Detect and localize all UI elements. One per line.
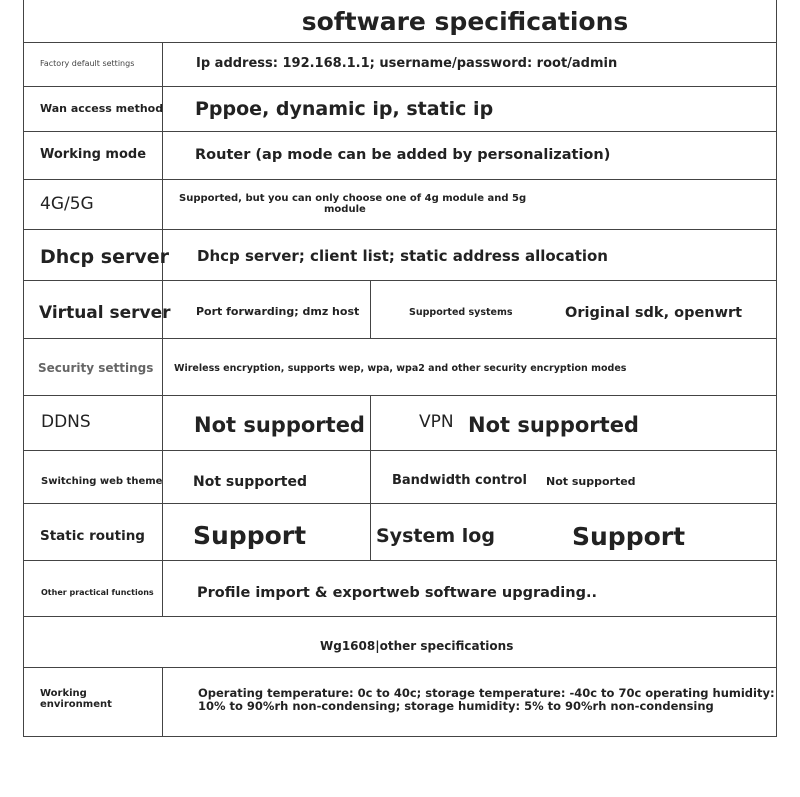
factory-label: Factory default settings	[40, 59, 135, 68]
ddns-value: Not supported	[194, 413, 365, 437]
virtual-label: Virtual server	[39, 303, 171, 323]
row-divider	[23, 280, 777, 281]
column-divider	[370, 395, 371, 560]
systems-label: Supported systems	[409, 307, 513, 318]
systems-value: Original sdk, openwrt	[565, 305, 743, 321]
row-divider	[23, 395, 777, 396]
wan-label: Wan access method	[40, 102, 164, 115]
other-value: Profile import & exportweb software upgrading..	[197, 585, 597, 601]
bandwidth-label: Bandwidth control	[392, 473, 527, 488]
dhcp-label: Dhcp server	[40, 246, 169, 268]
table-border-left	[23, 0, 24, 737]
g45-value-line2: module	[324, 204, 366, 215]
env-label-line2: environment	[40, 699, 112, 710]
g45-label: 4G/5G	[40, 194, 94, 214]
page-title: software specifications	[301, 7, 629, 36]
column-divider	[370, 280, 371, 338]
column-divider	[162, 667, 163, 737]
theme-label: Switching web theme	[41, 476, 163, 487]
routing-label: Static routing	[40, 528, 145, 544]
syslog-label: System log	[376, 525, 495, 547]
theme-value: Not supported	[193, 474, 307, 490]
row-divider	[23, 42, 777, 43]
other-label: Other practical functions	[41, 588, 154, 597]
row-divider	[23, 450, 777, 451]
row-divider	[23, 229, 777, 230]
syslog-value: Support	[572, 522, 686, 551]
table-border-right	[776, 0, 777, 737]
wan-value: Pppoe, dynamic ip, static ip	[195, 98, 494, 120]
virtual-value: Port forwarding; dmz host	[196, 305, 360, 318]
vpn-label: VPN	[419, 412, 454, 432]
row-divider	[23, 736, 777, 737]
row-divider	[23, 179, 777, 180]
row-divider	[23, 86, 777, 87]
row-divider	[23, 503, 777, 504]
dhcp-value: Dhcp server; client list; static address allocation	[197, 247, 608, 265]
vpn-value: Not supported	[468, 413, 639, 437]
row-divider	[23, 667, 777, 668]
row-divider	[23, 338, 777, 339]
row-divider	[23, 131, 777, 132]
row-divider	[23, 560, 777, 561]
factory-value: Ip address: 192.168.1.1; username/password: root/admin	[196, 56, 618, 71]
env-value-line1: Operating temperature: 0c to 40c; storage temperature: -40c to 70c operating humidity:	[198, 686, 775, 700]
routing-value: Support	[193, 521, 307, 550]
env-label-line1: Working	[40, 688, 87, 699]
security-label: Security settings	[38, 361, 154, 375]
env-value-line2: 10% to 90%rh non-condensing; storage humidity: 5% to 90%rh non-condensing	[198, 699, 714, 713]
ddns-label: DDNS	[41, 412, 91, 432]
wg-heading: Wg1608|other specifications	[320, 639, 514, 653]
g45-value-line1: Supported, but you can only choose one of 4g module and 5g	[179, 193, 527, 204]
security-value: Wireless encryption, supports wep, wpa, wpa2 and other security encryption modes	[174, 363, 627, 374]
row-divider	[23, 616, 777, 617]
mode-label: Working mode	[40, 147, 147, 162]
mode-value: Router (ap mode can be added by personalization)	[195, 147, 611, 163]
bandwidth-value: Not supported	[546, 475, 636, 488]
column-divider	[162, 42, 163, 616]
